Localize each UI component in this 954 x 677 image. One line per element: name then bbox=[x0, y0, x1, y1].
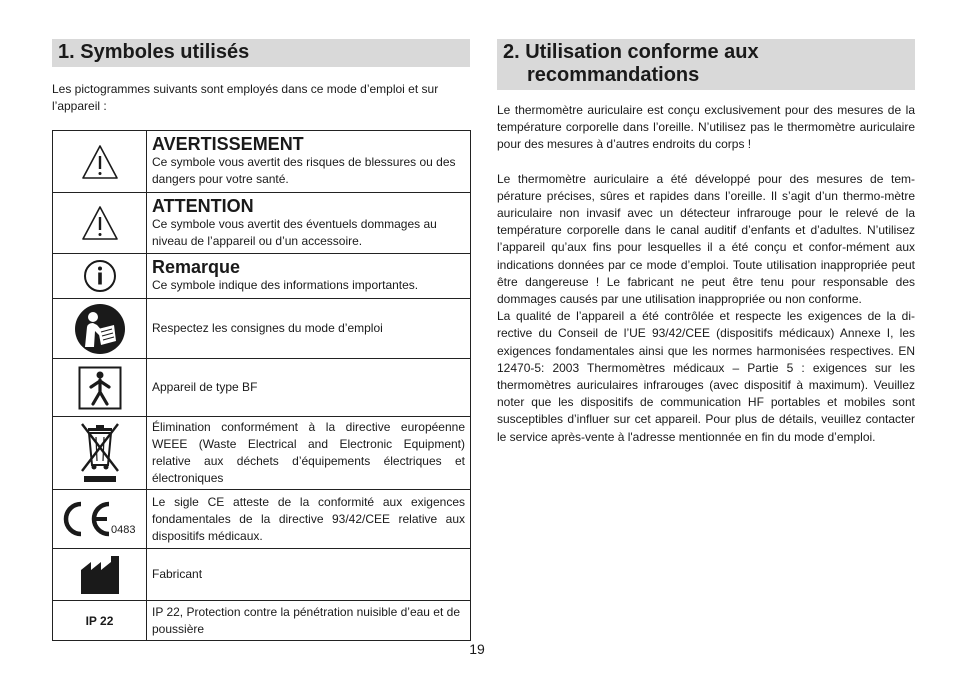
section-symbols bbox=[52, 39, 470, 641]
row-title: ATTENTION bbox=[152, 195, 254, 216]
icon-cell bbox=[53, 193, 147, 254]
warning-triangle-icon bbox=[81, 205, 119, 241]
row-text: IP 22, Protection contre la pénétration nuisible d’eau et de poussière bbox=[152, 604, 460, 636]
ip-rating-label: IP 22 bbox=[85, 613, 114, 628]
icon-cell bbox=[53, 299, 147, 359]
text-cell bbox=[147, 417, 471, 490]
table-row bbox=[53, 299, 471, 359]
manufacturer-icon bbox=[79, 554, 121, 596]
row-text: Fabricant bbox=[152, 567, 203, 581]
text-cell bbox=[147, 549, 471, 601]
row-text: Le sigle CE atteste de la conformité aux exigences fondamentales de la directive 93/42/CEE relative aux dispositifs médicaux. bbox=[152, 494, 465, 543]
ce-mark bbox=[53, 495, 146, 543]
table-row bbox=[53, 601, 471, 641]
table-row bbox=[53, 490, 471, 549]
paragraph: Le thermomètre auriculaire a été développé pour des mesures de tem-pérature précises, sûres et rapides dans l’oreille. Il s’agit d’un thermo-mètre auriculaire non invasif avec un détecteur infrarouge pour le relevé de la température corporelle dans le canal auditif d’enfants et d’adultes. N’utilisez l’appareil qu’aux fins pour lesquelles il a été conçu et confor-mément aux indications données par ce mode d’emploi. Toute utilisation inappropriée peut être dangereuse ! Le fabricant ne peut être tenu pour responsable des dommages causés par une utilisation inappropriée ou non conforme. bbox=[497, 171, 915, 307]
icon-cell bbox=[53, 417, 147, 490]
icon-cell bbox=[53, 490, 147, 549]
paragraph: La qualité de l’appareil a été contrôlée et respecte les exigences de la di-rective du Conseil de l’UE 93/42/CEE (dispositifs médicaux) Annexe I, les exigences fondamentales ainsi que les normes harmonisées respectives. EN 12470-5: 2003 Thermomètres médicaux – Partie 5 : exigences sur les thermomètres auriculaires infrarouges (avec dispositif à maximum). Veuillez noter que les dispositifs de communication HF portables et mobiles sont susceptibles d’influer sur cet appareil. Pour plus de détails, veuillez contacter le service après-vente à l'adresse mentionnée en fin du mode d’emploi. bbox=[497, 309, 915, 444]
read-manual-icon bbox=[74, 303, 126, 355]
ce-mark-icon bbox=[59, 499, 115, 539]
intro-text: Les pictogrammes suivants sont employés dans ce mode d’emploi et sur l’appareil : bbox=[52, 82, 439, 113]
ce-number: 0483 bbox=[111, 524, 136, 536]
text-cell bbox=[147, 359, 471, 417]
weee-bin-icon bbox=[78, 421, 122, 485]
row-text: Respectez les consignes du mode d’emploi bbox=[152, 321, 383, 335]
section-heading: 2. Utilisation conforme aux recommandations bbox=[497, 39, 915, 90]
icon-cell bbox=[53, 131, 147, 193]
table-row bbox=[53, 549, 471, 601]
row-text: Élimination conformément à la directive européenne WEEE (Waste Electrical and Electronic Equipment) relative aux déchets d’équipements électriques et électroniques bbox=[152, 420, 465, 485]
section-heading: 1. Symboles utilisés bbox=[52, 39, 470, 67]
warning-triangle-icon bbox=[81, 144, 119, 180]
row-text: Appareil de type BF bbox=[152, 380, 258, 394]
icon-cell bbox=[53, 601, 147, 641]
section-intended-use bbox=[497, 39, 915, 446]
table-row bbox=[53, 254, 471, 299]
paragraph: Le thermomètre auriculaire est conçu exclusivement pour des mesures de la température corporelle dans l’oreille. N’utilisez pas le thermomètre auriculaire pour des mesures à d’autres endroits du corps ! bbox=[497, 103, 915, 152]
text-cell bbox=[147, 601, 471, 641]
table-row bbox=[53, 417, 471, 490]
text-cell bbox=[147, 490, 471, 549]
page-number: 19 bbox=[469, 641, 485, 657]
icon-cell bbox=[53, 549, 147, 601]
text-cell bbox=[147, 193, 471, 254]
table-row bbox=[53, 359, 471, 417]
text-cell bbox=[147, 131, 471, 193]
table-row bbox=[53, 193, 471, 254]
type-bf-icon bbox=[78, 366, 122, 410]
icon-cell bbox=[53, 359, 147, 417]
text-cell bbox=[147, 254, 471, 299]
info-icon bbox=[83, 259, 117, 293]
row-text: Ce symbole vous avertit des éventuels dommages au niveau de l’appareil ou d’un accessoire. bbox=[152, 216, 437, 248]
row-title: Remarque bbox=[152, 257, 241, 277]
row-title: AVERTISSEMENT bbox=[152, 134, 304, 154]
row-text: Ce symbole indique des informations importantes. bbox=[152, 278, 419, 292]
row-text: Ce symbole vous avertit des risques de blessures ou des dangers pour votre santé. bbox=[152, 155, 456, 186]
table-row bbox=[53, 131, 471, 193]
text-cell bbox=[147, 299, 471, 359]
symbols-table bbox=[52, 130, 471, 641]
icon-cell bbox=[53, 254, 147, 299]
